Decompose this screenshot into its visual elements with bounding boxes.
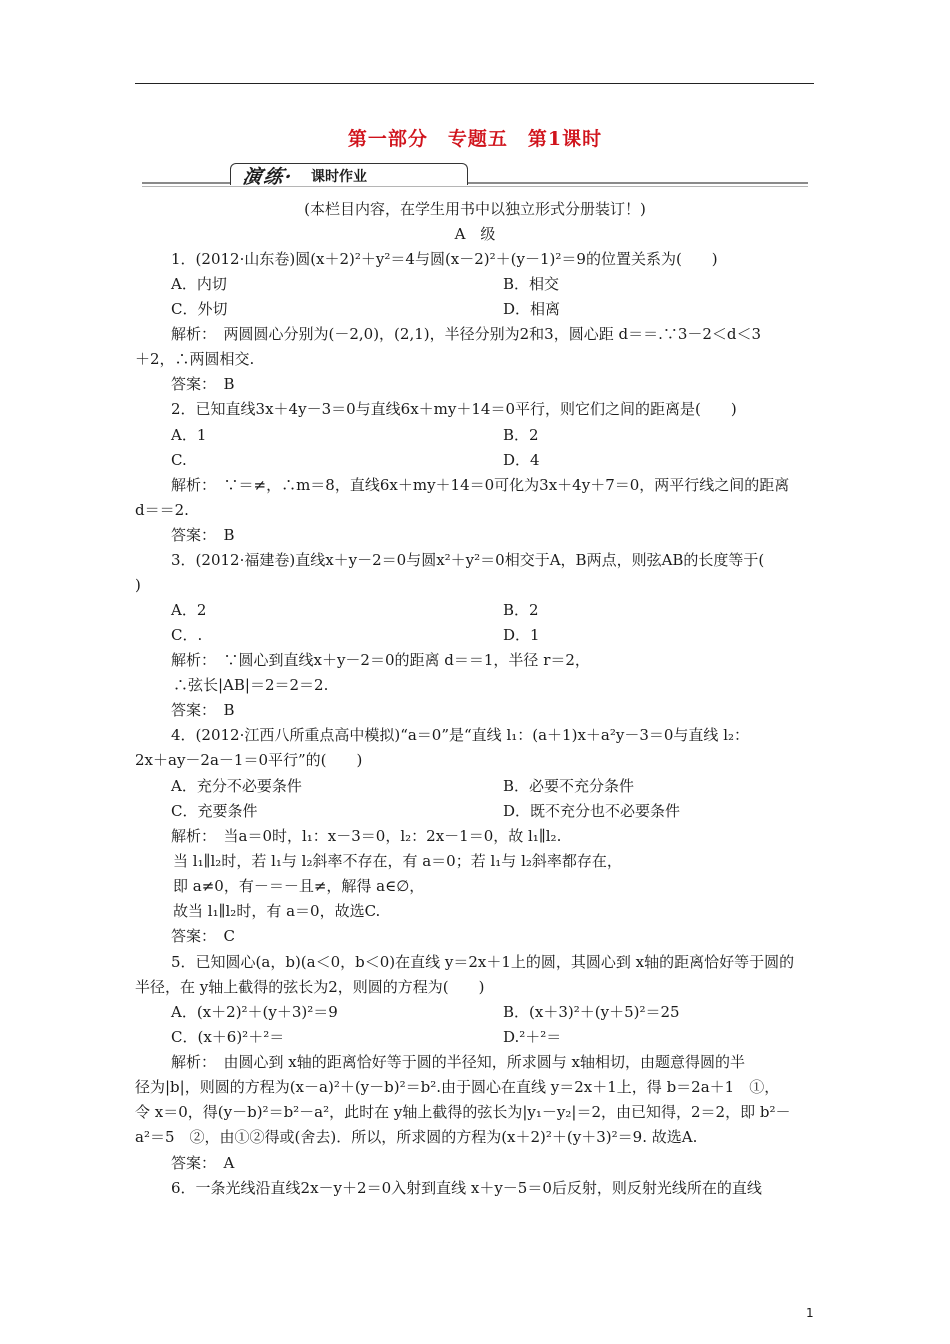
text-line [171, 801, 681, 821]
line-text: A．2 [171, 601, 207, 619]
option-right: D．4 [503, 451, 540, 469]
text-line [173, 851, 622, 871]
text-line [171, 1178, 762, 1198]
line-text: a²＝5 ②，由①②得或(舍去)．所以，所求圆的方程为(x＋2)²＋(y＋3)²＝9. 故选A. [135, 1128, 698, 1146]
banner-logo: 演练· [240, 166, 296, 188]
line-text: C．. [171, 626, 203, 644]
line-text: A．充分不必要条件 [171, 777, 302, 795]
line-text: A．内切 [171, 275, 227, 293]
level-heading: A 级 [454, 225, 496, 243]
text-line [135, 750, 362, 770]
line-text: 答案： A [171, 1154, 235, 1172]
text-line [171, 1027, 562, 1047]
line-text: C．外切 [171, 300, 228, 318]
text-line [171, 249, 718, 269]
text-line [135, 500, 189, 520]
text-line [171, 625, 540, 645]
line-text: 解析： 两圆圆心分别为(－2,0)，(2,1)，半径分别为2和3，圆心距 d＝＝.∵3－2＜d＜3 [171, 325, 762, 343]
option-right: D．1 [503, 626, 540, 644]
text-line [171, 525, 235, 545]
text-line [171, 550, 764, 570]
text-line [171, 700, 235, 720]
text-line [173, 675, 328, 695]
text-line [135, 575, 141, 595]
text-line [171, 299, 561, 319]
text-line [135, 349, 254, 369]
text-line [173, 876, 424, 896]
line-text: C．充要条件 [171, 802, 258, 820]
text-line [171, 399, 737, 419]
line-text: 半径，在 y轴上截得的弦长为2，则圆的方程为( ) [135, 978, 485, 996]
line-text: 故当 l₁∥l₂时，有 a＝0，故选C. [173, 902, 381, 920]
text-line [135, 1127, 697, 1147]
line-text: A．1 [171, 426, 207, 444]
text-line [171, 1153, 234, 1173]
line-text: A．(x＋2)²＋(y＋3)²＝9 [171, 1003, 338, 1021]
line-text: ∴弦长|AB|＝2＝2＝2. [173, 676, 329, 694]
text-line [171, 475, 789, 495]
line-text: 解析： 由圆心到 x轴的距离恰好等于圆的半径知，所求圆与 x轴相切，由题意得圆的半 [171, 1053, 745, 1071]
line-text: 当 l₁∥l₂时，若 l₁与 l₂斜率不存在，有 a＝0；若 l₁与 l₂斜率都存在， [173, 852, 622, 870]
line-text: 3．(2012·福建卷)直线x＋y－2＝0与圆x²＋y²＝0相交于A，B两点，则弦AB的长度等于( [171, 551, 765, 569]
line-text: 径为|b|，则圆的方程为(x－a)²＋(y－b)²＝b².由于圆心在直线 y＝2x＋1上，得 b＝2a＋1 ①， [135, 1078, 780, 1096]
option-right: B．2 [503, 426, 539, 444]
text-line [171, 324, 761, 344]
text-line [171, 450, 540, 470]
option-right: D．相离 [503, 300, 561, 318]
text-line [171, 1052, 745, 1072]
line-text: 答案： B [171, 526, 235, 544]
section-banner [142, 163, 808, 189]
option-right: D.²＋²＝ [503, 1028, 562, 1046]
option-right: B．相交 [503, 275, 560, 293]
text-line [171, 1002, 680, 1022]
line-text: 2．已知直线3x＋4y－3＝0与直线6x＋my＋14＝0平行，则它们之间的距离是( ) [171, 400, 737, 418]
text-line [135, 1102, 790, 1122]
option-right: B．2 [503, 601, 539, 619]
text-line [135, 977, 485, 997]
banner-label: 课时作业 [311, 169, 367, 185]
line-text: d＝＝2. [135, 501, 189, 519]
line-text: C. [171, 451, 187, 469]
top-rule [135, 83, 814, 84]
option-right: D．既不充分也不必要条件 [503, 802, 681, 820]
text-line [171, 274, 560, 294]
binding-note: (本栏目内容，在学生用书中以独立形式分册装订！) [304, 200, 646, 218]
line-text: ) [135, 576, 141, 594]
line-text: 4．(2012·江西八所重点高中模拟)“a＝0”是“直线 l₁：(a＋1)x＋a²y－3＝0与直线 l₂： [171, 726, 750, 744]
text-line [171, 600, 539, 620]
line-text: 答案： B [171, 701, 235, 719]
line-text: 解析： 当a＝0时，l₁：x－3＝0，l₂：2x－1＝0，故 l₁∥l₂. [171, 827, 562, 845]
line-text: C．(x＋6)²＋²＝ [171, 1028, 285, 1046]
option-right: B．(x＋3)²＋(y＋5)²＝25 [503, 1003, 680, 1021]
text-line [171, 374, 235, 394]
line-text: 2x＋ay－2a－1＝0平行”的( ) [135, 751, 363, 769]
line-text: 即 a≠0，有－＝－且≠，解得 a∈∅， [173, 877, 425, 895]
text-line [171, 776, 635, 796]
text-line [173, 901, 380, 921]
text-line [171, 650, 590, 670]
text-line [171, 926, 235, 946]
page-number: 1 [806, 1306, 814, 1320]
line-text: ＋2，∴两圆相交. [135, 350, 255, 368]
text-line [171, 425, 539, 445]
line-text: 答案： B [171, 375, 235, 393]
line-text: 6．一条光线沿直线2x－y＋2＝0入射到直线 x＋y－5＝0后反射，则反射光线所在的直线 [171, 1179, 762, 1197]
line-text: 1．(2012·山东卷)圆(x＋2)²＋y²＝4与圆(x－2)²＋(y－1)²＝9的位置关系为( ) [171, 250, 718, 268]
text-line [135, 1077, 779, 1097]
text-line [171, 826, 561, 846]
line-text: 解析： ∵＝≠，∴m＝8，直线6x＋my＋14＝0可化为3x＋4y＋7＝0，两平行线之间的距离 [171, 476, 790, 494]
line-text: 令 x＝0，得(y－b)²＝b²－a²，此时在 y轴上截得的弦长为|y₁－y₂|＝2，由已知得，2＝2，即 b²－ [135, 1103, 791, 1121]
line-text: 5．已知圆心(a，b)(a＜0，b＜0)在直线 y＝2x＋1上的圆，其圆心到 x轴的距离恰好等于圆的 [171, 953, 795, 971]
line-text: 解析： ∵圆心到直线x＋y－2＝0的距离 d＝＝1，半径 r＝2， [171, 651, 590, 669]
text-line [171, 952, 794, 972]
banner-tab [230, 163, 468, 188]
page-title: 第一部分 专题五 第1课时 [347, 128, 603, 150]
line-text: 答案： C [171, 927, 235, 945]
option-right: B．必要不充分条件 [503, 777, 635, 795]
text-line [171, 725, 749, 745]
